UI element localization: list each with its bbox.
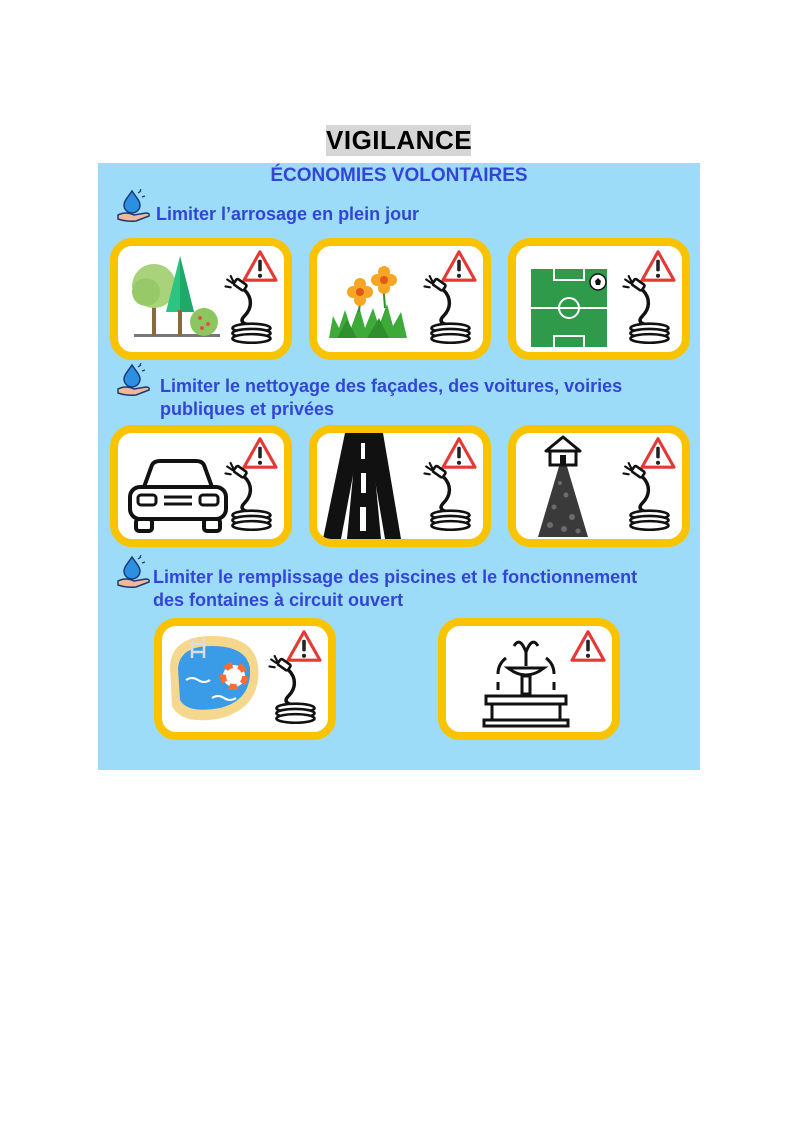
panel-subtitle: ÉCONOMIES VOLONTAIRES <box>270 165 528 186</box>
card-road <box>309 425 491 547</box>
car-icon <box>118 433 284 539</box>
section-label-watering: Limiter l’arrosage en plein jour <box>156 204 420 224</box>
card-swimming-pool <box>154 618 336 740</box>
card-football-field <box>508 238 690 360</box>
house-driveway-icon <box>516 433 682 539</box>
card-trees <box>110 238 292 360</box>
card-flowers <box>309 238 491 360</box>
section-label-cleaning: Limiter le nettoyage des façades, des voitures, voiries publiques et privées <box>160 376 623 419</box>
water-hand-icon <box>116 363 152 397</box>
road-icon <box>317 433 483 539</box>
football-field-icon <box>516 246 682 352</box>
swimming-pool-icon <box>162 626 328 732</box>
info-panel <box>98 163 700 770</box>
card-car <box>110 425 292 547</box>
card-house-driveway <box>508 425 690 547</box>
trees-icon <box>118 246 284 352</box>
card-fountain <box>438 618 620 740</box>
fountain-icon <box>446 626 612 732</box>
water-hand-icon <box>116 555 152 589</box>
flowers-icon <box>317 246 483 352</box>
page-title: VIGILANCE <box>326 125 473 155</box>
section-label-pools: Limiter le remplissage des piscines et le fonctionnement des fontaines à circuit ouvert <box>153 567 638 610</box>
water-hand-icon <box>116 189 152 223</box>
